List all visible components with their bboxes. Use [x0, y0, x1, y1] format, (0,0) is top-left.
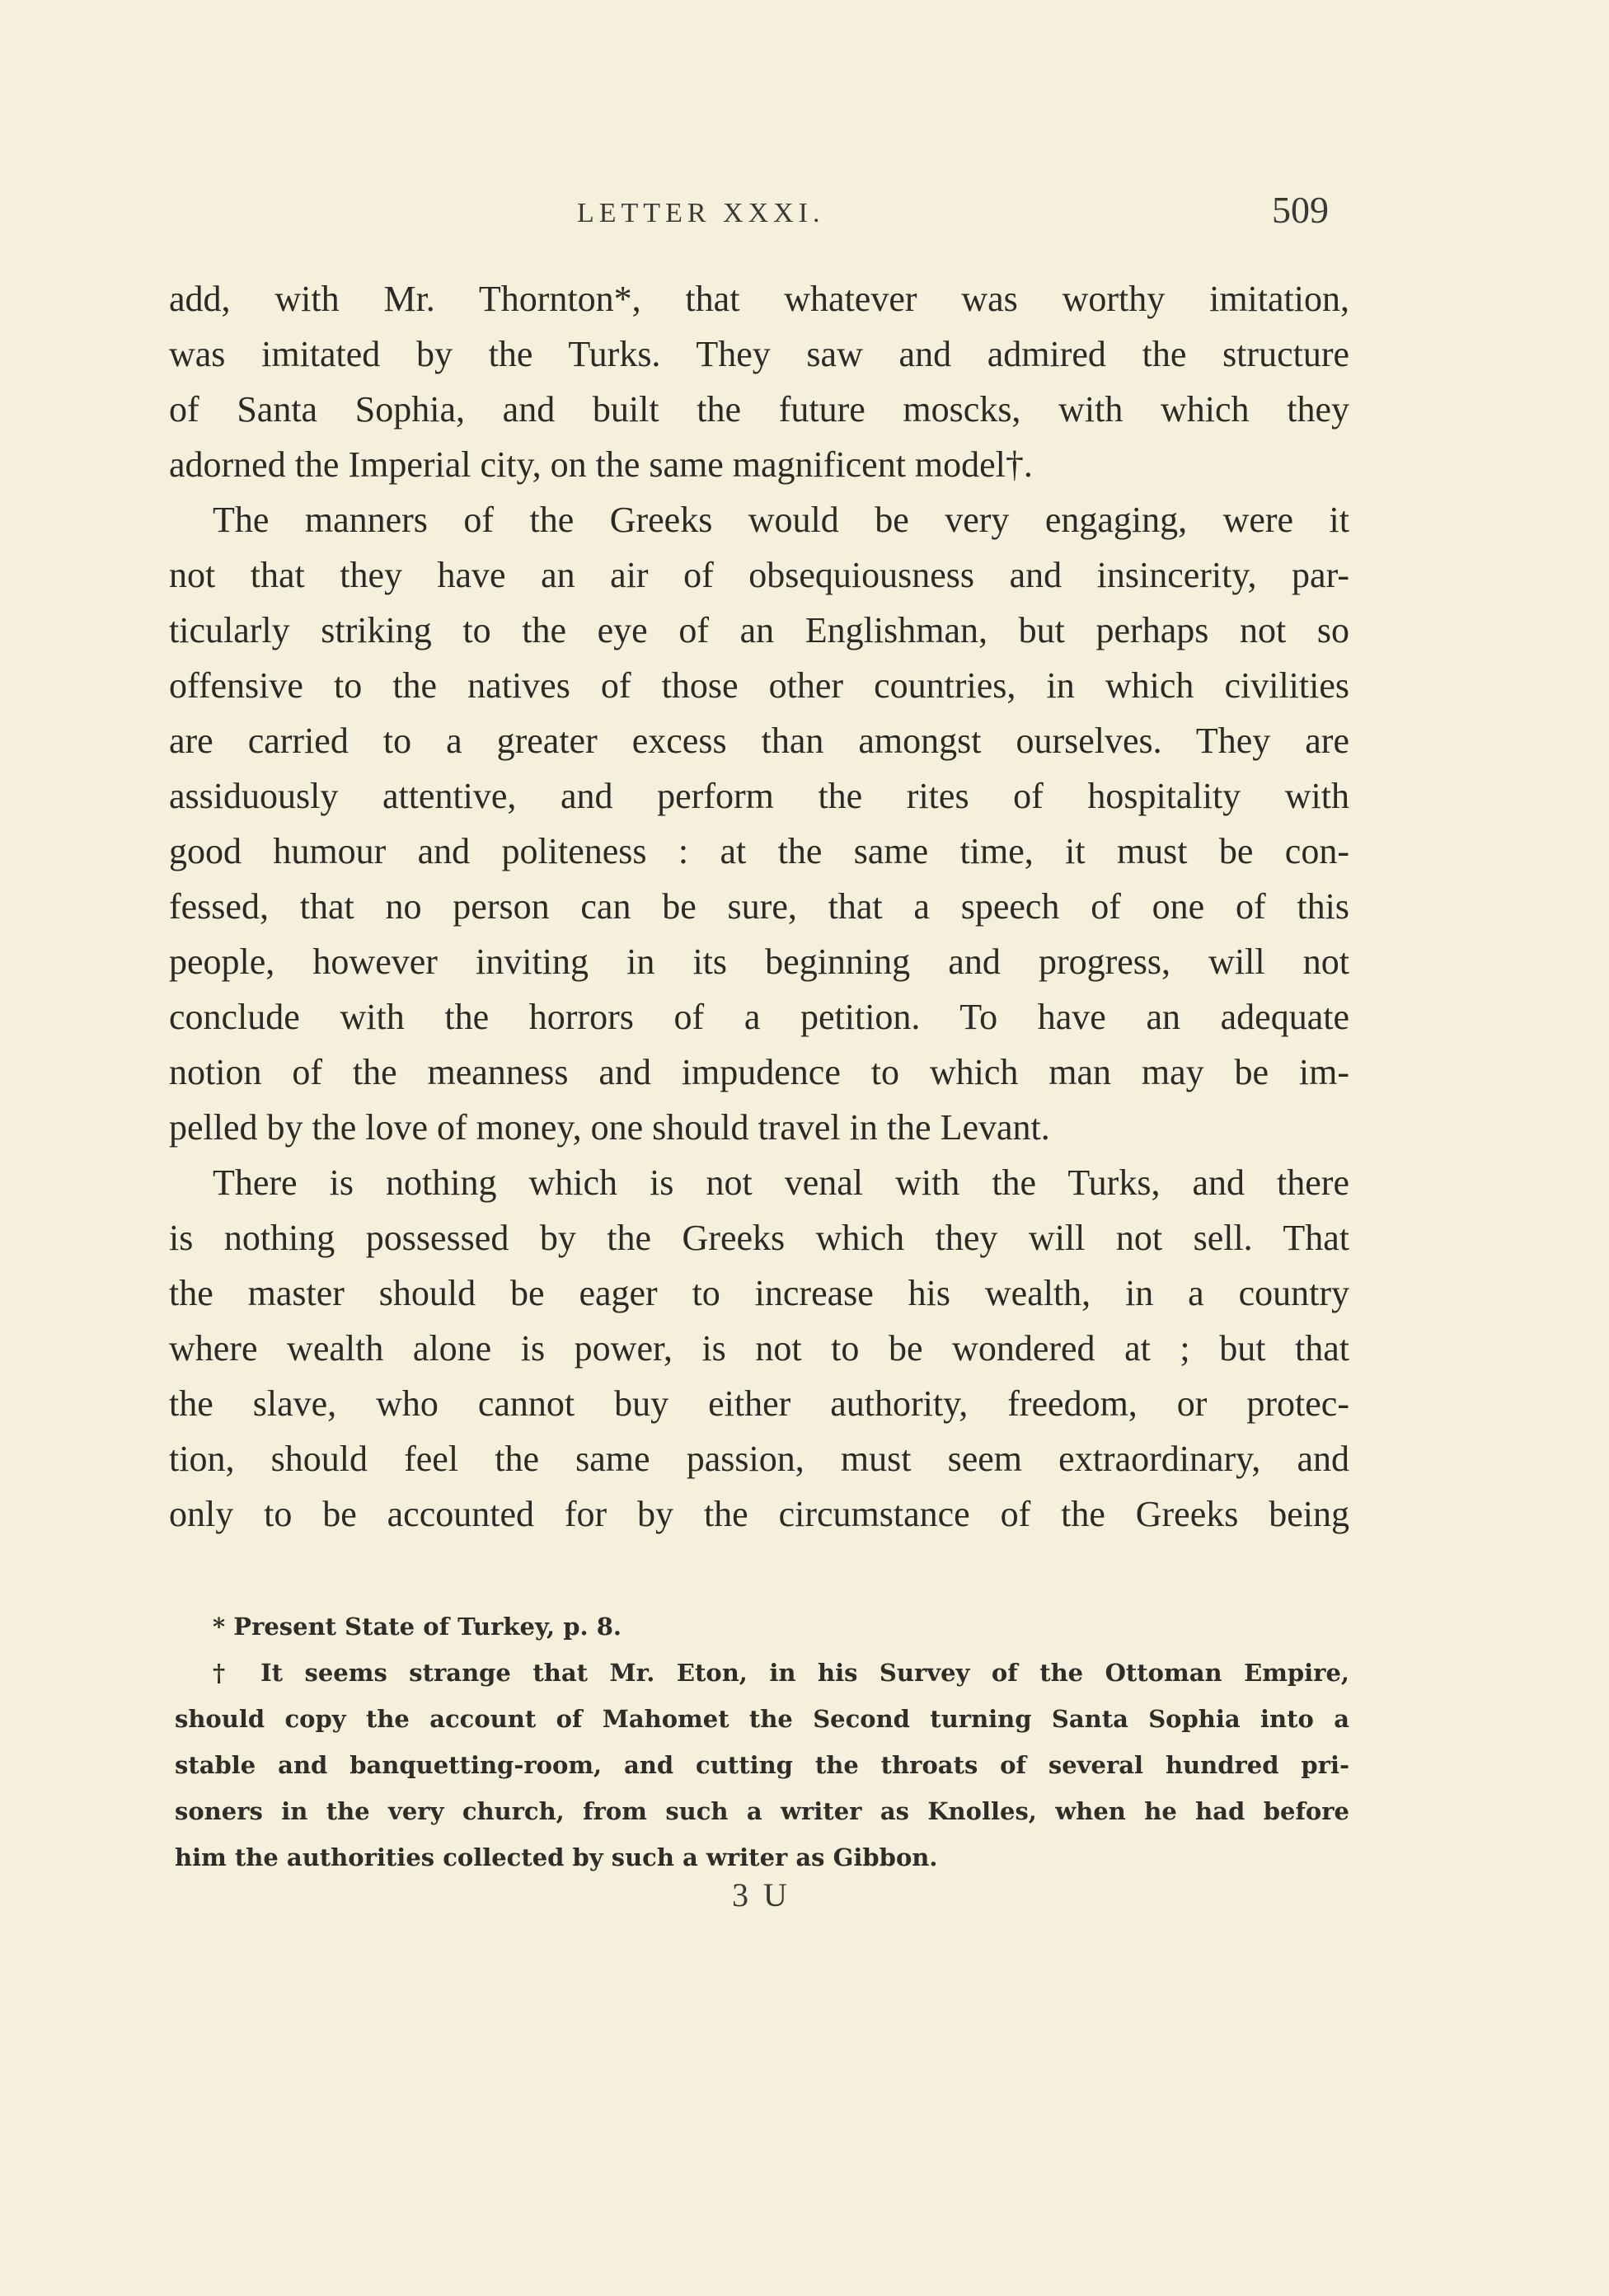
body-line: notion of the meanness and impudence to which man may be im- — [169, 1052, 1349, 1092]
body-line: add, with Mr. Thornton*, that whatever was worthy imitation, — [169, 279, 1349, 319]
signature-mark: 3 U — [732, 1876, 790, 1913]
body-line: conclude with the horrors of a petition. To have an adequate — [169, 997, 1349, 1037]
footnote-line: stable and banquetting-room, and cutting the throats of several hundred pri- — [175, 1751, 1349, 1779]
body-line: good humour and politeness : at the same time, it must be con- — [169, 831, 1349, 871]
footnote-line: soners in the very church, from such a writer as Knolles, when he had before — [175, 1797, 1349, 1825]
body-line: was imitated by the Turks. They saw and admired the structure — [169, 334, 1349, 374]
footnote-line: should copy the account of Mahomet the Second turning Santa Sophia into a — [175, 1705, 1349, 1733]
body-line: assiduously attentive, and perform the rites of hospitality with — [169, 776, 1349, 816]
body-line: offensive to the natives of those other countries, in which civilities — [169, 665, 1349, 706]
body-line: adorned the Imperial city, on the same magnificent model†. — [169, 444, 1033, 485]
body-line: not that they have an air of obsequiousness and insincerity, par- — [169, 555, 1349, 595]
footnote-line: † It seems strange that Mr. Eton, in his Survey of the Ottoman Empire, — [213, 1659, 1349, 1687]
running-header: LETTER XXXI. — [577, 198, 825, 228]
body-line: only to be accounted for by the circumstance of the Greeks being — [169, 1494, 1349, 1534]
body-line: the master should be eager to increase his wealth, in a country — [169, 1273, 1349, 1313]
body-line: are carried to a greater excess than amongst ourselves. They are — [169, 721, 1349, 761]
body-line: fessed, that no person can be sure, that a speech of one of this — [169, 886, 1349, 927]
body-line: is nothing possessed by the Greeks which they will not sell. That — [169, 1218, 1349, 1258]
body-line: pelled by the love of money, one should travel in the Levant. — [169, 1107, 1050, 1148]
body-line: people, however inviting in its beginning and progress, will not — [169, 941, 1349, 982]
body-line: of Santa Sophia, and built the future moscks, with which they — [169, 389, 1349, 430]
body-line: ticularly striking to the eye of an Englishman, but perhaps not so — [169, 610, 1349, 650]
body-line: The manners of the Greeks would be very engaging, were it — [213, 500, 1349, 540]
footnote-line: him the authorities collected by such a writer as Gibbon. — [175, 1843, 938, 1871]
body-line: the slave, who cannot buy either authority, freedom, or protec- — [169, 1383, 1349, 1424]
body-line: tion, should feel the same passion, must seem extraordinary, and — [169, 1439, 1349, 1479]
page-number: 509 — [1272, 189, 1329, 231]
body-line: There is nothing which is not venal with the Turks, and there — [213, 1162, 1349, 1203]
footnote-line: * Present State of Turkey, p. 8. — [213, 1613, 622, 1641]
body-line: where wealth alone is power, is not to be wondered at ; but that — [169, 1328, 1349, 1369]
